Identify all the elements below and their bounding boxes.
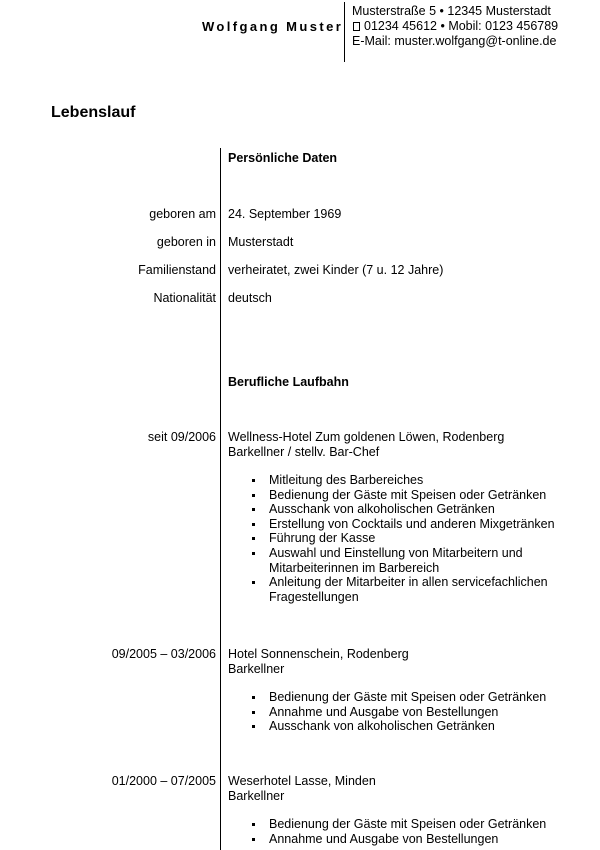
job-task: Erstellung von Cocktails und anderen Mixgetränken (269, 517, 561, 532)
applicant-name: Wolfgang Muster (202, 19, 344, 34)
job-task: Anleitung der Mitarbeiter in allen servicefachlichen Fragestellungen (269, 575, 559, 604)
value-birthdate: 24. September 1969 (228, 207, 342, 221)
address: Musterstraße 5 • 12345 Musterstadt (352, 4, 551, 18)
document-title: Lebenslauf (51, 104, 136, 121)
job-task: Annahme und Ausgabe von Bestellungen (269, 832, 569, 847)
job-position: Barkellner / stellv. Bar-Chef (228, 445, 380, 459)
value-birthplace: Musterstadt (228, 235, 294, 249)
label-birthplace: geboren in (156, 235, 216, 249)
label-nationality: Nationalität (153, 291, 216, 305)
job-position: Barkellner (228, 789, 285, 803)
job-period: 01/2000 – 07/2005 (111, 774, 216, 788)
label-birthdate: geboren am (149, 207, 216, 221)
job-employer: Weserhotel Lasse, Minden (228, 774, 376, 788)
job-task-list (269, 473, 561, 604)
job-task: Ausschank von alkoholischen Getränken (269, 719, 569, 734)
section-heading-career: Berufliche Laufbahn (228, 375, 349, 389)
phone-icon (353, 22, 360, 31)
job-task: Annahme und Ausgabe von Bestellungen (269, 705, 569, 720)
column-divider (220, 148, 221, 850)
job-task: Führung der Kasse (269, 531, 561, 546)
job-employer: Wellness-Hotel Zum goldenen Löwen, Rodenberg (228, 430, 505, 444)
phone: 01234 45612 • Mobil: 0123 456789 (364, 19, 559, 33)
label-marital-status: Familienstand (138, 263, 216, 277)
contact-block (352, 4, 558, 49)
job-task: Bedienung der Gäste mit Speisen oder Getränken (269, 690, 569, 705)
email: E-Mail: muster.wolfgang@t-online.de (352, 34, 557, 48)
header-divider (344, 2, 345, 62)
job-task: Ausschank von alkoholischen Getränken (269, 502, 561, 517)
job-period: 09/2005 – 03/2006 (111, 647, 216, 661)
job-task: Bedienung der Gäste mit Speisen oder Getränken (269, 488, 561, 503)
job-period: seit 09/2006 (147, 430, 216, 444)
job-position: Barkellner (228, 662, 285, 676)
value-nationality: deutsch (228, 291, 272, 305)
job-task-list (269, 817, 569, 846)
value-marital-status: verheiratet, zwei Kinder (7 u. 12 Jahre) (228, 263, 444, 277)
section-heading-personal: Persönliche Daten (228, 151, 338, 165)
job-employer: Hotel Sonnenschein, Rodenberg (228, 647, 409, 661)
job-task: Mitleitung des Barbereiches (269, 473, 561, 488)
job-task: Auswahl und Einstellung von Mitarbeitern und Mitarbeiterinnen im Barbereich (269, 546, 539, 575)
job-task: Bedienung der Gäste mit Speisen oder Getränken (269, 817, 569, 832)
phone-line (352, 19, 558, 34)
job-task-list (269, 690, 569, 734)
